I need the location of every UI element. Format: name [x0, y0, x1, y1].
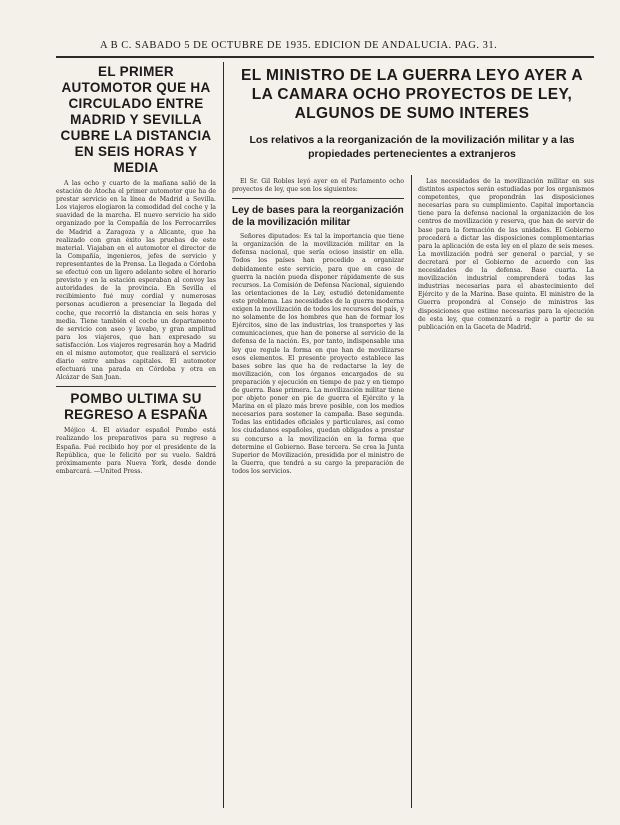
left-column: [56, 62, 216, 479]
header-rule: [56, 56, 594, 58]
column-divider: [223, 62, 224, 808]
main-section-divider: [232, 198, 404, 199]
main-article-intro: El Sr. Gil Robles leyó ayer en el Parlamento ocho proyectos de ley, que son los siguientes:: [232, 178, 404, 194]
main-article-subcolumn-1: [232, 178, 404, 479]
main-column-divider: [411, 175, 412, 808]
left-section-divider: [56, 386, 216, 387]
main-article-body-continued: Las necesidades de la movilización militar en sus distintos aspectos serán estudiadas por los organismos competentes, que propondrán las disposiciones necesarias para su cumplimiento. Capital importancia tiene para la defensa nacional la organización de los centros de movilización y reserva, que han de servir de base para la formación de las unidades. El Gobierno procederá a dictar las disposiciones complementarias para la aplicación de esta ley en el plazo de seis meses. La movilización podrá ser general o parcial, y se decretará por el Gobierno de acuerdo con las necesidades de la defensa. Base cuarta. La movilización industrial comprenderá todas las industrias necesarias para el abastecimiento del Ejército y de la Marina. Base quinta. El ministro de la Guerra propondrá al Consejo de ministros las disposiciones que estime necesarias para la ejecución de esta ley, que comenzará a regir a partir de su publicación en la Gaceta de Madrid.: [418, 178, 594, 331]
left-headline-automotor: EL PRIMER AUTOMOTOR QUE HA CIRCULADO ENTRE MADRID Y SEVILLA CUBRE LA DISTANCIA EN SEIS HORAS Y MEDIA: [60, 64, 212, 175]
main-article-body: Señores diputados: Es tal la importancia que tiene la organización de la movilización militar en la defensa nacional, que sería ocioso insistir en ella. Todos los países han procedido a organizar debidamente este servicio, para que en caso de guerra la nación pueda disponer rápidamente de sus recursos. La Comisión de Defensa Nacional, siguiendo las orientaciones de la Ley, estudió detenidamente este problema. Las necesidades de la guerra moderna exigen la movilización de todos los recursos del país, y no solamente de los hombres que han de formar los Ejércitos, sino de las industrias, los transportes y las comunicaciones, que han de ponerse al servicio de la defensa de la nación. Es, por tanto, indispensable una ley que regule la forma en que han de movilizarse esos elementos. El presente proyecto establece las bases sobre las que ha de redactarse la ley de movilización, con los órganos encargados de su preparación y ejecución en tiempo de paz y en tiempo de guerra. Base primera. La movilización militar tiene por objeto poner en pie de guerra el Ejército y la Marina en el plazo más breve posible, con los medios necesarios para sostener la campaña. Base segunda. Todas las entidades oficiales y particulares, así como los ciudadanos españoles, quedan obligados a prestar su concurso a la movilización en la forma que determine el Gobierno. Base tercera. Se crea la Junta Superior de Movilización, presidida por el ministro de la Guerra, que tendrá a su cargo la preparación de todos los servicios.: [232, 233, 404, 475]
main-article-subcolumn-2: [418, 178, 594, 335]
section-title-movilizacion: Ley de bases para la reorganización de la movilización militar: [232, 205, 404, 229]
left-article-body: A las ocho y cuarto de la mañana salió de la estación de Atocha el primer automotor que ha de prestar servicio en la línea de Madrid a Sevilla. Los viajeros elogiaron la comodidad del coche y la suavidad de la marcha. El nuevo servicio ha sido organizado por la Compañía de los Ferrocarriles de Madrid a Zaragoza y a Alicante, que ha realizado con gran éxito las pruebas de este material. Viajaban en el automotor el director de la Compañía, ingenieros, jefes de servicio y representantes de la Prensa. La llegada a Córdoba se efectuó con un ligero adelanto sobre el horario previsto y en la estación esperaban al convoy las autoridades de la provincia. En Sevilla el recibimiento fué muy cordial y numerosas personas acudieron a presenciar la llegada del coche, que recorrió la distancia en seis horas y media. Tiene también el coche un departamento de servicio con aseo y lavabo, y gran amplitud para los viajeros, que han expresado su satisfacción. Los viajeros regresarán hoy a Madrid en el mismo automotor, que realizará el servicio diario entre ambas capitales. El automotor efectuará una parada en Córdoba y otra en Alcázar de San Juan.: [56, 180, 216, 382]
running-head: A B C. SABADO 5 DE OCTUBRE DE 1935. EDICION DE ANDALUCIA. PAG. 31.: [100, 40, 498, 51]
main-article: [230, 62, 594, 171]
left-article-body-pombo: Méjico 4. El aviador español Pombo está realizando los preparativos para su regreso a España. Fué recibido hoy por el presidente de la República, que le felicitó por su vuelo. Saldrá próximamente para Nueva York, desde donde embarcará. —United Press.: [56, 427, 216, 475]
main-headline: EL MINISTRO DE LA GUERRA LEYO AYER A LA CAMARA OCHO PROYECTOS DE LEY, ALGUNOS DE SUMO INTERES: [241, 67, 583, 122]
left-headline-pombo: POMBO ULTIMA SU REGRESO A ESPAÑA: [64, 391, 208, 423]
main-subheadline: Los relativos a la reorganización de la movilización militar y a las propiedades pertenecientes a extranjeros: [249, 134, 575, 160]
